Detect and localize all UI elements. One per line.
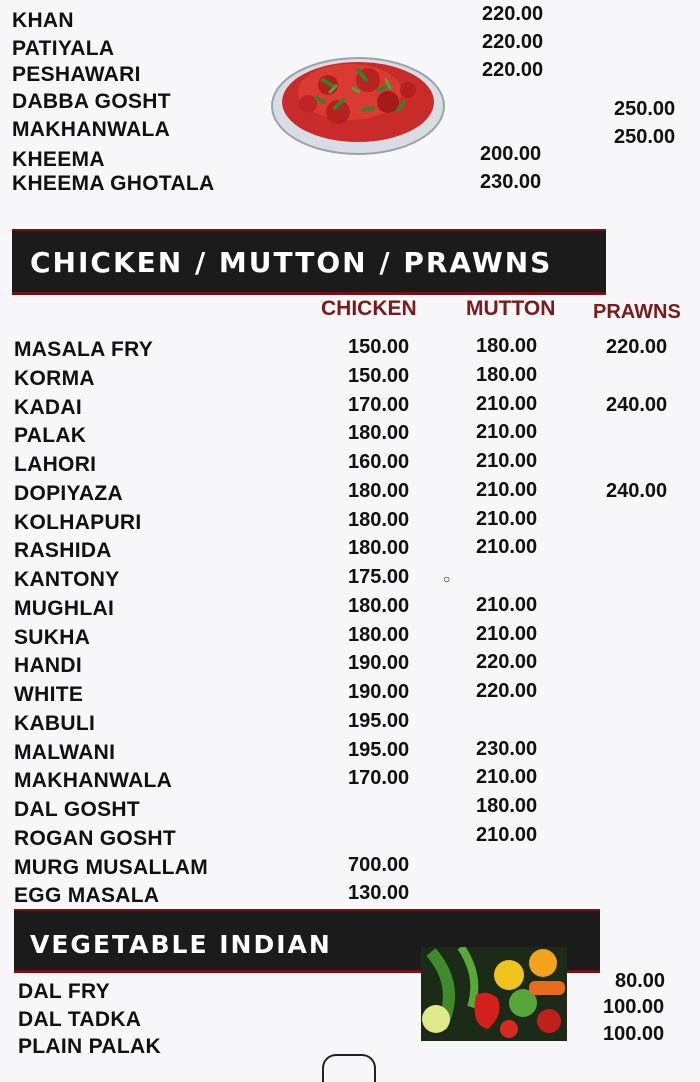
menu-item-name: MASALA FRY [14, 338, 154, 361]
mutton-price: 210.00 [476, 393, 538, 415]
menu-item-price: 220.00 [482, 59, 544, 81]
chicken-price: 195.00 [348, 739, 410, 761]
mutton-price: 210.00 [476, 508, 538, 530]
mutton-price: 210.00 [476, 824, 538, 846]
column-header-mutton: MUTTON [466, 297, 556, 320]
chicken-price: 180.00 [348, 509, 410, 531]
menu-item-name: PATIYALA [12, 37, 115, 60]
menu-item-name: MAKHANWALA [12, 118, 171, 141]
chicken-price: 190.00 [348, 681, 410, 703]
decorative-dot: ○ [443, 572, 451, 586]
menu-item-name: MUGHLAI [14, 597, 115, 620]
menu-item-price: 200.00 [480, 143, 542, 165]
menu-item-name: DAL FRY [18, 980, 110, 1003]
menu-item-name: KOLHAPURI [14, 511, 142, 534]
chicken-price: 180.00 [348, 595, 410, 617]
menu-item-price: 80.00 [615, 970, 666, 992]
menu-item-name: PESHAWARI [12, 63, 141, 86]
chicken-price: 180.00 [348, 422, 410, 444]
chicken-price: 190.00 [348, 652, 410, 674]
mutton-price: 220.00 [476, 651, 538, 673]
section-title: VEGETABLE INDIAN [30, 930, 332, 959]
menu-item-name: SUKHA [14, 626, 91, 649]
page-number-badge [322, 1054, 376, 1082]
chicken-price: 180.00 [348, 480, 410, 502]
menu-item-name: PLAIN PALAK [18, 1035, 161, 1058]
chicken-price: 175.00 [348, 566, 410, 588]
menu-item-name: MAKHANWALA [14, 769, 173, 792]
menu-item-price: 230.00 [480, 171, 542, 193]
chicken-price: 170.00 [348, 767, 410, 789]
chicken-price: 180.00 [348, 624, 410, 646]
section-title: CHICKEN / MUTTON / PRAWNS [30, 246, 553, 279]
menu-item-name: DAL GOSHT [14, 798, 140, 821]
mutton-price: 180.00 [476, 795, 538, 817]
mutton-price: 210.00 [476, 450, 538, 472]
mutton-price: 180.00 [476, 364, 538, 386]
chicken-price: 150.00 [348, 336, 410, 358]
menu-item-name: WHITE [14, 683, 84, 706]
menu-item-name: KANTONY [14, 568, 120, 591]
menu-item-name: KHAN [12, 9, 74, 32]
menu-item-name: HANDI [14, 654, 82, 677]
mutton-price: 210.00 [476, 623, 538, 645]
chicken-price: 170.00 [348, 394, 410, 416]
menu-item-name: KHEEMA GHOTALA [12, 172, 215, 195]
menu-item-name: PALAK [14, 424, 87, 447]
menu-item-name: DOPIYAZA [14, 482, 123, 505]
mutton-price: 210.00 [476, 421, 538, 443]
chicken-price: 700.00 [348, 854, 410, 876]
mutton-price: 210.00 [476, 536, 538, 558]
mutton-price: 210.00 [476, 766, 538, 788]
column-header-prawns: PRAWNS [593, 301, 681, 323]
menu-item-price: 250.00 [614, 126, 676, 148]
vegetables-photo [421, 947, 567, 1041]
menu-item-price: 250.00 [614, 98, 676, 120]
menu-item-price: 220.00 [482, 31, 544, 53]
prawns-price: 240.00 [606, 480, 668, 502]
prawns-price: 240.00 [606, 394, 668, 416]
menu-item-name: MALWANI [14, 741, 116, 764]
menu-item-name: DAL TADKA [18, 1008, 142, 1031]
prawns-price: 220.00 [606, 336, 668, 358]
column-header-chicken: CHICKEN [321, 297, 417, 320]
menu-item-name: KORMA [14, 367, 95, 390]
mutton-price: 210.00 [476, 594, 538, 616]
menu-item-name: LAHORI [14, 453, 97, 476]
chicken-price: 180.00 [348, 537, 410, 559]
menu-item-name: EGG MASALA [14, 884, 160, 907]
menu-item-name: MURG MUSALLAM [14, 856, 209, 879]
chicken-price: 150.00 [348, 365, 410, 387]
mutton-price: 210.00 [476, 479, 538, 501]
chicken-price: 195.00 [348, 710, 410, 732]
menu-item-price: 100.00 [603, 1023, 665, 1045]
menu-item-name: KABULI [14, 712, 96, 735]
mutton-price: 230.00 [476, 738, 538, 760]
section-banner-chicken [12, 229, 606, 295]
curry-dish-photo [268, 40, 448, 160]
menu-item-name: DABBA GOSHT [12, 90, 171, 113]
menu-item-price: 100.00 [603, 996, 665, 1018]
mutton-price: 220.00 [476, 680, 538, 702]
chicken-price: 160.00 [348, 451, 410, 473]
menu-item-name: ROGAN GOSHT [14, 827, 176, 850]
chicken-price: 130.00 [348, 882, 410, 904]
mutton-price: 180.00 [476, 335, 538, 357]
menu-item-name: KADAI [14, 396, 82, 419]
menu-item-price: 220.00 [482, 3, 544, 25]
menu-item-name: KHEEMA [12, 148, 105, 171]
menu-item-name: RASHIDA [14, 539, 112, 562]
